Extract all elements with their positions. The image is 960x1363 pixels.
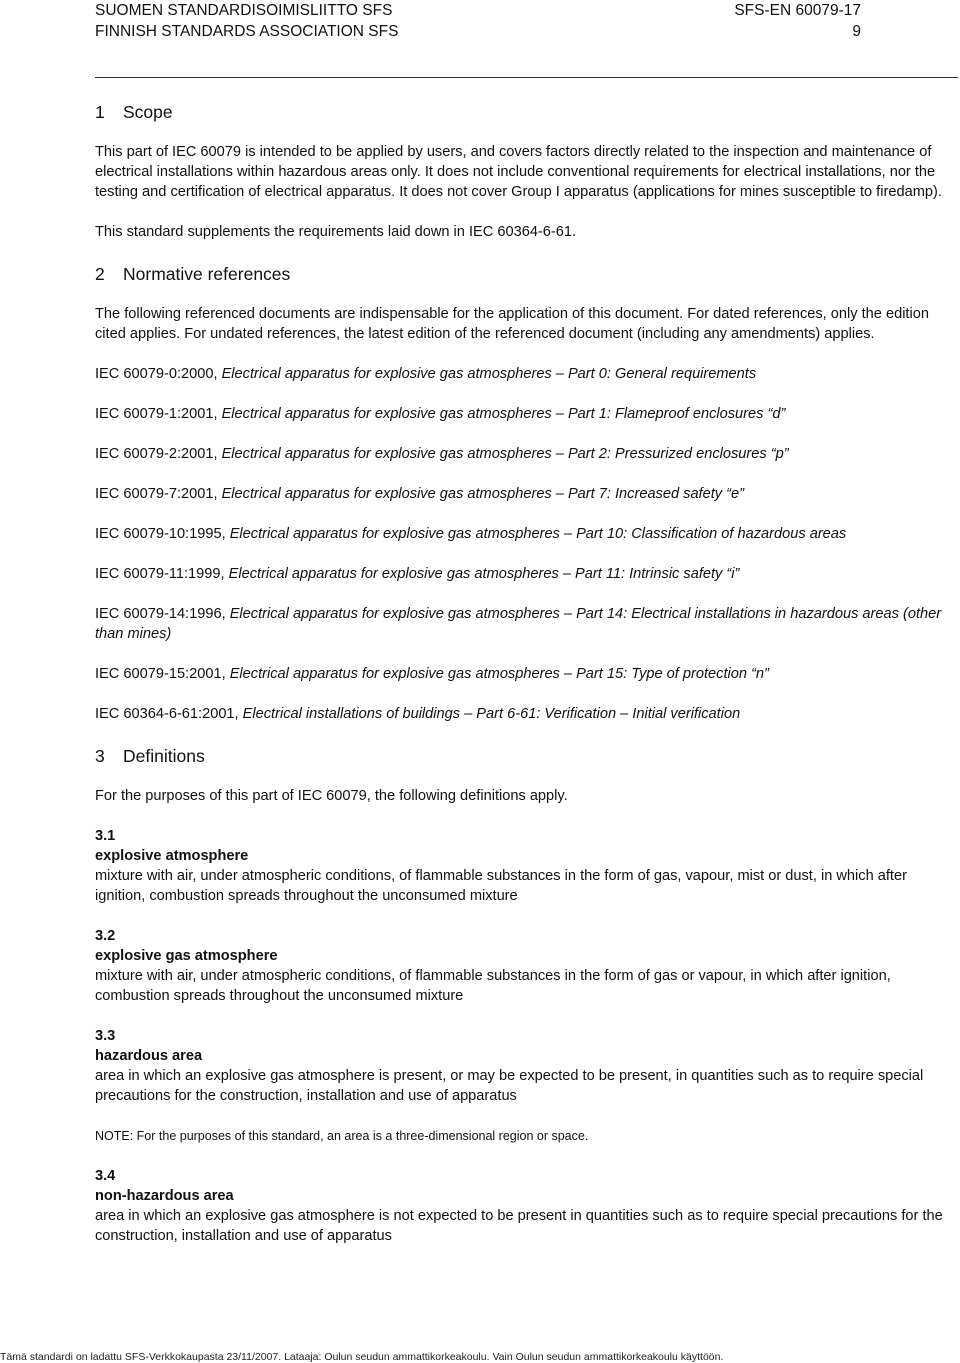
definition-term: explosive gas atmosphere: [95, 948, 278, 964]
org-name-finnish: SUOMEN STANDARDISOIMISLIITTO SFS: [95, 2, 393, 19]
section-heading-normative-references: 2 Normative references: [95, 264, 291, 284]
document-id: SFS-EN 60079-17: [734, 2, 861, 19]
normative-intro: The following referenced documents are indispensable for the application of this document. For dated references, only the edition cited applies. For undated references, the latest edition of the referenced document (including any amendments) applies.: [95, 306, 929, 342]
scope-paragraph-1: This part of IEC 60079 is intended to be applied by users, and covers factors directly related to the inspection and maintenance of electrical installations within hazardous areas only. It does not include conventional requirements for electrical installations, nor the testing and certification of electrical apparatus. It does not cover Group I apparatus (applications for mines susceptible to firedamp).: [95, 144, 942, 200]
definition-text: mixture with air, under atmospheric conditions, of flammable substances in the form of gas, vapour, mist or dust, in which after ignition, combustion spreads throughout the unconsumed mixture: [95, 868, 907, 904]
definition-note: NOTE: For the purposes of this standard, an area is a three-dimensional region or space.: [95, 1129, 589, 1143]
reference-item: IEC 60079-11:1999, Electrical apparatus for explosive gas atmospheres – Part 11: Intrinsic safety “i”: [95, 566, 740, 582]
org-name-english: FINNISH STANDARDS ASSOCIATION SFS: [95, 23, 399, 40]
definition-item: [95, 1166, 955, 1246]
header-divider: [95, 77, 958, 78]
definitions-intro: For the purposes of this part of IEC 60079, the following definitions apply.: [95, 788, 568, 804]
definition-item: [95, 926, 955, 1006]
page-number: 9: [852, 23, 861, 40]
definition-item: [95, 1026, 955, 1106]
page-header: [95, 0, 861, 42]
definition-number: 3.1: [95, 828, 116, 844]
page-content: [95, 100, 955, 1266]
reference-item: IEC 60079-1:2001, Electrical apparatus for explosive gas atmospheres – Part 1: Flameproof enclosures “d”: [95, 406, 786, 422]
definition-text: area in which an explosive gas atmosphere is present, or may be expected to be present, in quantities such as to require special precautions for the construction, installation and use of apparatus: [95, 1068, 924, 1104]
download-footer: Tämä standardi on ladattu SFS-Verkkokaupasta 23/11/2007. Lataaja: Oulun seudun ammattikorkeakoulu. Vain Oulun seudun ammattikorkeakoulu käyttöön.: [0, 1351, 724, 1363]
definition-text: mixture with air, under atmospheric conditions, of flammable substances in the form of gas or vapour, in which after ignition, combustion spreads throughout the unconsumed mixture: [95, 968, 891, 1004]
reference-item: IEC 60079-7:2001, Electrical apparatus for explosive gas atmospheres – Part 7: Increased safety “e”: [95, 486, 744, 502]
definition-number: 3.2: [95, 928, 116, 944]
definition-term: hazardous area: [95, 1048, 203, 1064]
reference-item: IEC 60079-10:1995, Electrical apparatus for explosive gas atmospheres – Part 10: Classification of hazardous areas: [95, 526, 847, 542]
definition-term: explosive atmosphere: [95, 848, 249, 864]
reference-item: IEC 60364-6-61:2001, Electrical installations of buildings – Part 6-61: Verification – Initial verification: [95, 706, 741, 722]
definition-item: [95, 826, 955, 906]
definition-text: area in which an explosive gas atmosphere is not expected to be present in quantities such as to require special precautions for the construction, installation and use of apparatus: [95, 1208, 943, 1244]
reference-item: IEC 60079-14:1996, Electrical apparatus for explosive gas atmospheres – Part 14: Electrical installations in hazardous areas (other than mines): [95, 606, 942, 642]
reference-item: IEC 60079-0:2000, Electrical apparatus for explosive gas atmospheres – Part 0: General requirements: [95, 366, 757, 382]
reference-item: IEC 60079-2:2001, Electrical apparatus for explosive gas atmospheres – Part 2: Pressurized enclosures “p”: [95, 446, 789, 462]
section-heading-definitions: 3 Definitions: [95, 746, 205, 766]
scope-paragraph-2: This standard supplements the requirements laid down in IEC 60364-6-61.: [95, 224, 577, 240]
reference-item: IEC 60079-15:2001, Electrical apparatus for explosive gas atmospheres – Part 15: Type of protection “n”: [95, 666, 769, 682]
definition-number: 3.4: [95, 1168, 116, 1184]
section-heading-scope: 1 Scope: [95, 102, 173, 122]
definition-number: 3.3: [95, 1028, 116, 1044]
definition-term: non-hazardous area: [95, 1188, 234, 1204]
